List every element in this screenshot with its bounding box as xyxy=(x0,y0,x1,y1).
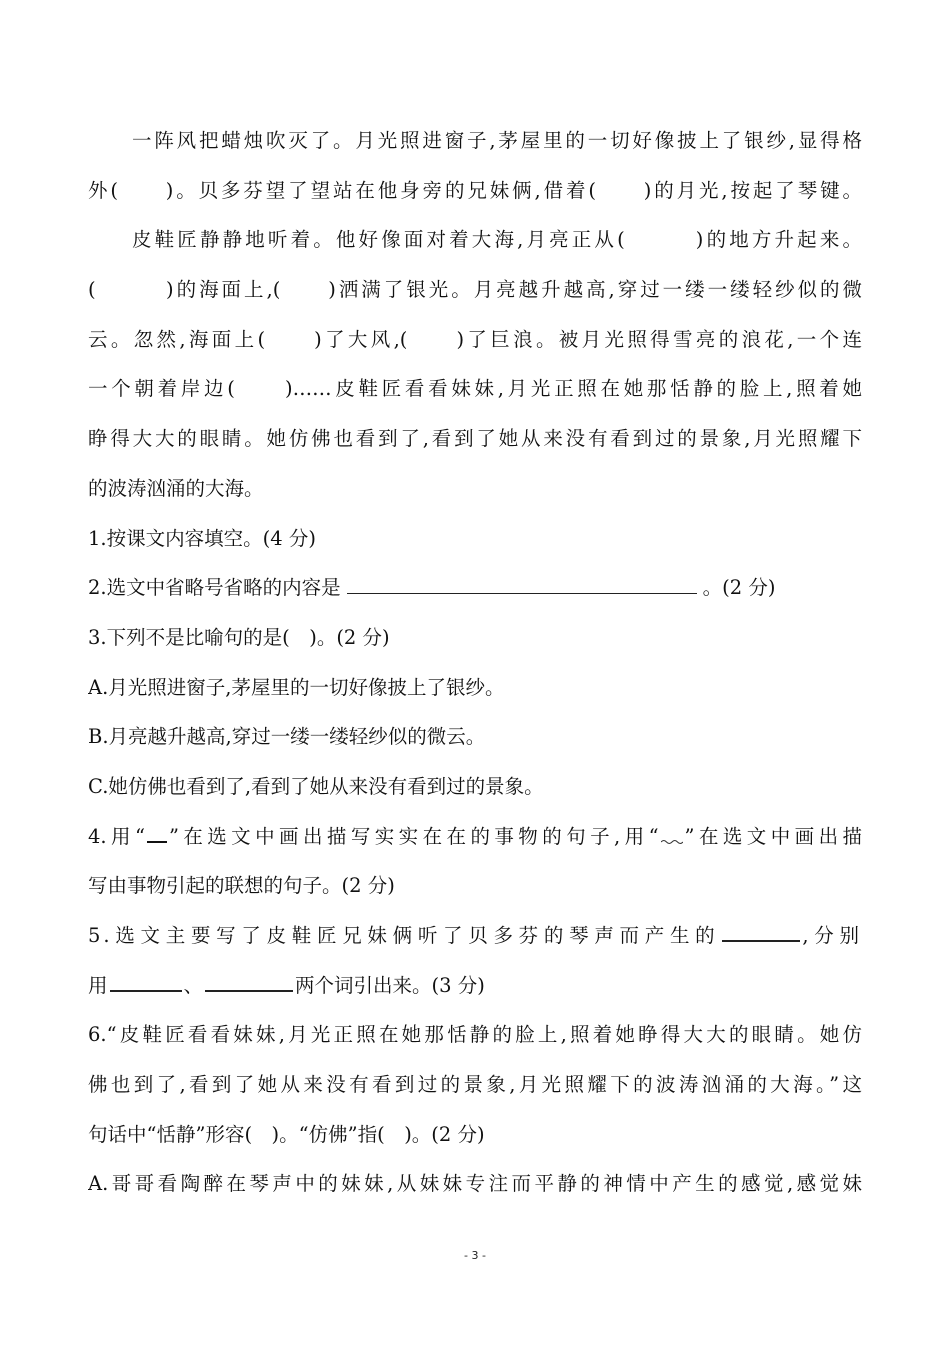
question-5-text: 、 xyxy=(183,973,204,997)
question-5-text: 两个词引出来。(3 分) xyxy=(295,973,485,997)
question-5-text: 用 xyxy=(88,973,108,997)
question-4-continued: 写由事物引起的联想的句子。(2 分) xyxy=(88,874,395,898)
question-2 xyxy=(88,563,862,613)
passage-line: 外( )。贝多芬望了望站在他身旁的兄妹俩,借着( )的月光,按起了琴键。 xyxy=(88,178,862,202)
answer-blank[interactable] xyxy=(205,969,293,991)
question-4-text: ”在选文中画出描 xyxy=(684,824,862,848)
question-2-text: 2.选文中省略号省略的内容是 xyxy=(88,576,341,600)
option-a: A.哥哥看陶醉在琴声中的妹妹,从妹妹专注而平静的神情中产生的感觉,感觉妹 xyxy=(88,1172,862,1196)
page-number: - 3 - xyxy=(464,1249,486,1262)
passage-line: 云。忽然,海面上( )了大风,( )了巨浪。被月光照得雪亮的浪花,一个连 xyxy=(88,327,862,351)
passage-line: 睁得大大的眼睛。她仿佛也看到了,看到了她从来没有看到过的景象,月光照耀下 xyxy=(88,427,862,451)
question-6-continued: 佛也到了,看到了她从来没有看到过的景象,月光照耀下的波涛汹涌的大海。”这 xyxy=(88,1073,862,1097)
passage-line: 的波涛汹涌的大海。 xyxy=(88,476,264,500)
question-2-score: 。(2 分) xyxy=(702,576,776,600)
question-5-continued xyxy=(88,961,862,1011)
straight-underline-mark xyxy=(147,822,167,843)
answer-blank[interactable] xyxy=(722,920,800,942)
answer-blank[interactable] xyxy=(347,573,697,594)
option-c: C.她仿佛也看到了,看到了她从来没有看到过的景象。 xyxy=(88,774,544,798)
passage-line: 一个朝着岸边( )……皮鞋匠看看妹妹,月光正照在她那恬静的脸上,照着她 xyxy=(88,377,862,401)
option-a: A.月光照进窗子,茅屋里的一切好像披上了银纱。 xyxy=(88,675,505,699)
question-3: 3.下列不是比喻句的是( )。(2 分) xyxy=(88,625,390,649)
wavy-underline-mark xyxy=(661,823,683,843)
question-5-text: 5.选文主要写了皮鞋匠兄妹俩听了贝多芬的琴声而产生的 xyxy=(88,924,721,947)
question-5 xyxy=(88,911,862,961)
question-4 xyxy=(88,812,862,862)
question-4-text: 4.用“ xyxy=(88,824,145,848)
passage-line: ( )的海面上,( )洒满了银光。月亮越升越高,穿过一缕一缕轻纱似的微 xyxy=(88,278,862,302)
question-5-text: ,分别 xyxy=(802,924,862,947)
question-6: 6.“皮鞋匠看看妹妹,月光正照在她那恬静的脸上,照着她睁得大大的眼睛。她仿 xyxy=(88,1023,862,1047)
answer-blank[interactable] xyxy=(110,969,182,991)
question-4-text: ”在选文中画出描写实实在在的事物的句子,用“ xyxy=(168,824,659,848)
question-1: 1.按课文内容填空。(4 分) xyxy=(88,526,316,550)
passage-line: 一阵风把蜡烛吹灭了。月光照进窗子,茅屋里的一切好像披上了银纱,显得格 xyxy=(132,129,862,152)
option-b: B.月亮越升越高,穿过一缕一缕轻纱似的微云。 xyxy=(88,725,486,749)
passage-line: 皮鞋匠静静地听着。他好像面对着大海,月亮正从( )的地方升起来。 xyxy=(132,228,862,252)
question-6-continued: 句话中“恬静”形容( )。“仿佛”指( )。(2 分) xyxy=(88,1122,485,1146)
